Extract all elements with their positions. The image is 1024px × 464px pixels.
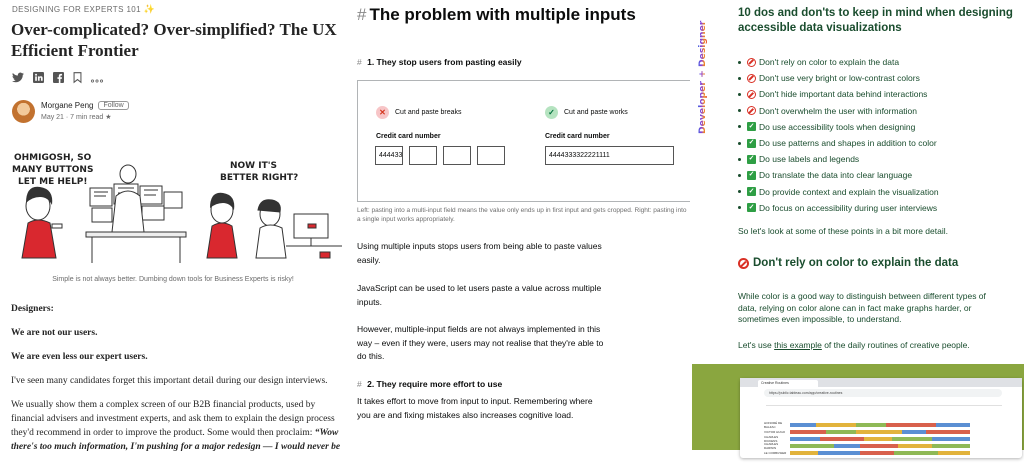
right-bubble-line-2: BETTER RIGHT? xyxy=(220,173,299,183)
paragraph-example xyxy=(738,340,970,350)
routines-screenshot xyxy=(692,364,1024,455)
section-heading-pasting-text: 1. They stop users from pasting easily xyxy=(367,57,522,67)
prohibited-icon xyxy=(747,58,756,67)
prohibited-icon xyxy=(747,106,756,115)
example-text-before: Let's use xyxy=(738,340,775,350)
more-options-icon[interactable] xyxy=(91,73,103,85)
bullet-icon xyxy=(738,109,741,112)
vertical-brand-text: Developer + Designer xyxy=(697,20,708,134)
heading-anchor[interactable]: # xyxy=(357,5,367,24)
list-item xyxy=(738,54,939,70)
browser-tab: Creative Routines xyxy=(758,380,818,387)
viz-toolbar xyxy=(766,401,1002,406)
bookmark-icon[interactable] xyxy=(73,72,82,85)
twitter-icon[interactable] xyxy=(12,72,24,85)
article-meta: May 21 · 7 min read ★ xyxy=(41,114,112,121)
b2b-quote: “Wow there's too much information, I'm pushing for a major redesign — I would never be xyxy=(11,428,341,452)
follow-button[interactable]: Follow xyxy=(98,101,128,110)
body-paragraph-designers: Designers: xyxy=(11,304,54,314)
check-mark-icon: ✓ xyxy=(748,155,755,163)
bullet-icon xyxy=(738,174,741,177)
prohibited-icon xyxy=(738,258,749,269)
questioning-woman-figure xyxy=(207,193,237,258)
comic-caption: Simple is not always better. Dumbing down tools for Business Experts is risky! xyxy=(52,276,294,283)
browser-tab-bar xyxy=(740,378,1022,387)
list-item-text: Do use labels and legends xyxy=(759,154,860,165)
example-link[interactable]: this example xyxy=(774,340,822,350)
linkedin-icon[interactable] xyxy=(33,72,44,85)
right-speech-bubble xyxy=(220,161,298,183)
left-bubble-line-1: OHMIGOSH, SO xyxy=(14,153,92,163)
bullet-icon xyxy=(738,190,741,193)
author-line xyxy=(41,101,129,110)
article-panel-ux-frontier xyxy=(0,0,346,450)
routine-rows xyxy=(764,422,970,457)
bullet-icon xyxy=(738,77,741,80)
page-title-text: The problem with multiple inputs xyxy=(369,5,636,24)
dos-donts-list xyxy=(738,54,939,216)
routine-name: LE CORBUSIER xyxy=(764,451,787,455)
routine-row xyxy=(764,450,970,456)
single-field-label: Credit card number xyxy=(545,133,610,140)
check-mark-icon: ✓ xyxy=(748,122,755,130)
list-item xyxy=(738,200,939,216)
routine-name: CHARLES DICKENS xyxy=(764,435,779,443)
sparkle-icon: ✨ xyxy=(143,4,156,14)
body-paragraph-interviews: I've seen many candidates forget this important detail during our design interviews. xyxy=(11,376,328,386)
browser-url-bar: https://public.tableau.com/app/creative-routines xyxy=(764,389,1002,397)
list-item xyxy=(738,151,939,167)
list-item xyxy=(738,119,939,135)
list-item xyxy=(738,167,939,183)
list-item-text: Don't hide important data behind interactions xyxy=(759,89,928,100)
card-input-part-4[interactable] xyxy=(477,146,505,165)
paragraph-color: While color is a good way to distinguish between different types of data, relying on color alone can in fact make graphs harder, or sometimes even impossible, to understand. xyxy=(738,291,986,324)
cross-icon: ✕ xyxy=(376,106,389,119)
check-icon: ✓ xyxy=(545,106,558,119)
routine-row xyxy=(764,443,970,449)
body-paragraph-b2b xyxy=(11,398,341,454)
b2b-text: We usually show them a complex screen of our B2B financial products, used by financial advisers and investment experts, and ask them to explain the design process they'd recommend in order to improve the product. Some would then proclaim: xyxy=(11,400,335,438)
section-heading-effort-text: 2. They require more effort to use xyxy=(367,379,503,389)
bullet-icon xyxy=(738,61,741,64)
list-item-text: Do use accessibility tools when designing xyxy=(759,121,916,132)
left-bubble-line-2: MANY BUTTONS xyxy=(12,165,94,175)
paste-works-label: Cut and paste works xyxy=(564,109,628,116)
paragraph-not-implemented: However, multiple-input fields are not always implemented in this way – even if they were, users may not realise that they're able to do this. xyxy=(357,324,604,361)
facebook-icon[interactable] xyxy=(53,72,64,85)
article-body xyxy=(11,302,341,464)
section-anchor-1[interactable]: # xyxy=(357,57,362,67)
list-item xyxy=(738,184,939,200)
list-item-text: Do provide context and explain the visualization xyxy=(759,186,939,197)
paragraph-effort: It takes effort to move from input to input. Remembering where you are and fixing mistakes also increases cognitive load. xyxy=(357,396,593,420)
split-field-label: Credit card number xyxy=(376,133,441,140)
prohibited-icon xyxy=(747,90,756,99)
figure-caption: Left: pasting into a multi-input field means the value only ends up in first input and gets cropped. Right: pasting into a single input works appropriately. xyxy=(357,207,687,223)
developer-designer-logo xyxy=(694,20,708,135)
page-title xyxy=(357,6,687,24)
section-heading-effort xyxy=(357,379,502,389)
share-bar xyxy=(12,72,103,85)
series-label[interactable] xyxy=(12,4,155,15)
right-bubble-line-1: NOW IT'S xyxy=(230,161,277,171)
list-item-text: Don't use very bright or low-contrast colors xyxy=(759,73,920,84)
left-bubble-line-3: LET ME HELP! xyxy=(18,177,88,187)
bullet-icon xyxy=(738,206,741,209)
author-avatar[interactable] xyxy=(12,100,35,123)
check-mark-icon: ✓ xyxy=(748,203,755,211)
section-heading-pasting xyxy=(357,57,522,67)
paragraph-stops-paste: Using multiple inputs stops users from being able to paste values easily. xyxy=(357,241,602,265)
paragraph-javascript: JavaScript can be used to let users paste a value across multiple inputs. xyxy=(357,283,602,307)
prohibited-icon xyxy=(747,74,756,83)
list-item xyxy=(738,103,939,119)
list-item-text: Don't rely on color to explain the data xyxy=(759,57,900,67)
bullet-icon xyxy=(738,142,741,145)
series-text: DESIGNING FOR EXPERTS 101 xyxy=(12,5,141,14)
author-name[interactable]: Morgane Peng xyxy=(41,101,94,110)
cluttered-desk xyxy=(86,165,186,263)
body-paragraph-expert-users: We are even less our expert users. xyxy=(11,352,148,362)
list-item-text: Don't overwhelm the user with information xyxy=(759,105,917,116)
frustrated-woman-figure xyxy=(22,187,62,258)
check-mark-icon: ✓ xyxy=(748,139,755,147)
page-title: 10 dos and don'ts to keep in mind when designing accessible data visualizations xyxy=(738,7,1013,34)
routine-row xyxy=(764,436,970,442)
check-mark-icon: ✓ xyxy=(748,187,755,195)
card-input-single[interactable]: 4444333322221111 xyxy=(545,146,674,165)
routine-row xyxy=(764,422,970,428)
bullet-icon xyxy=(738,158,741,161)
list-item-text: Do translate the data into clear language xyxy=(759,170,913,181)
comic-illustration xyxy=(8,148,342,268)
card-input-part-2[interactable] xyxy=(409,146,437,165)
check-mark-icon: ✓ xyxy=(748,171,755,179)
paste-breaks-label: Cut and paste breaks xyxy=(395,109,462,116)
list-item-text: Do use patterns and shapes in addition to color xyxy=(759,138,937,149)
browser-window xyxy=(740,378,1022,458)
card-input-part-1[interactable]: 444433 xyxy=(375,146,403,165)
paste-demo-figure xyxy=(357,80,691,202)
section-anchor-2[interactable]: # xyxy=(357,379,362,389)
man-at-simple-desk xyxy=(256,200,342,258)
section-heading-color xyxy=(738,257,958,269)
routine-name: VICTOR HUGO xyxy=(764,430,786,434)
bullet-icon xyxy=(738,93,741,96)
list-item-text: Do focus on accessibility during user interviews xyxy=(759,202,938,213)
card-input-part-3[interactable] xyxy=(443,146,471,165)
list-item xyxy=(738,135,939,151)
example-text-after: of the daily routines of creative people. xyxy=(821,340,970,350)
routine-name: CHARLES DARWIN xyxy=(764,442,779,450)
article-panel-accessible-dataviz xyxy=(690,0,1024,455)
body-paragraph-not-users: We are not our users. xyxy=(11,328,98,338)
routine-name: HONORÉ DE BALZAC xyxy=(764,421,783,429)
routine-row xyxy=(764,429,970,435)
article-panel-multiple-inputs xyxy=(346,0,690,450)
list-item xyxy=(738,86,939,102)
section-heading-color-text: Don't rely on color to explain the data xyxy=(753,257,959,269)
bullet-icon xyxy=(738,125,741,128)
paste-works-status xyxy=(545,106,628,119)
list-item xyxy=(738,70,939,86)
paste-breaks-status xyxy=(376,106,462,119)
lead-paragraph: So let's look at some of these points in a bit more detail. xyxy=(738,226,948,236)
left-speech-bubble xyxy=(12,153,93,187)
article-title: Over-complicated? Over-simplified? The UX Efficient Frontier xyxy=(11,20,337,60)
